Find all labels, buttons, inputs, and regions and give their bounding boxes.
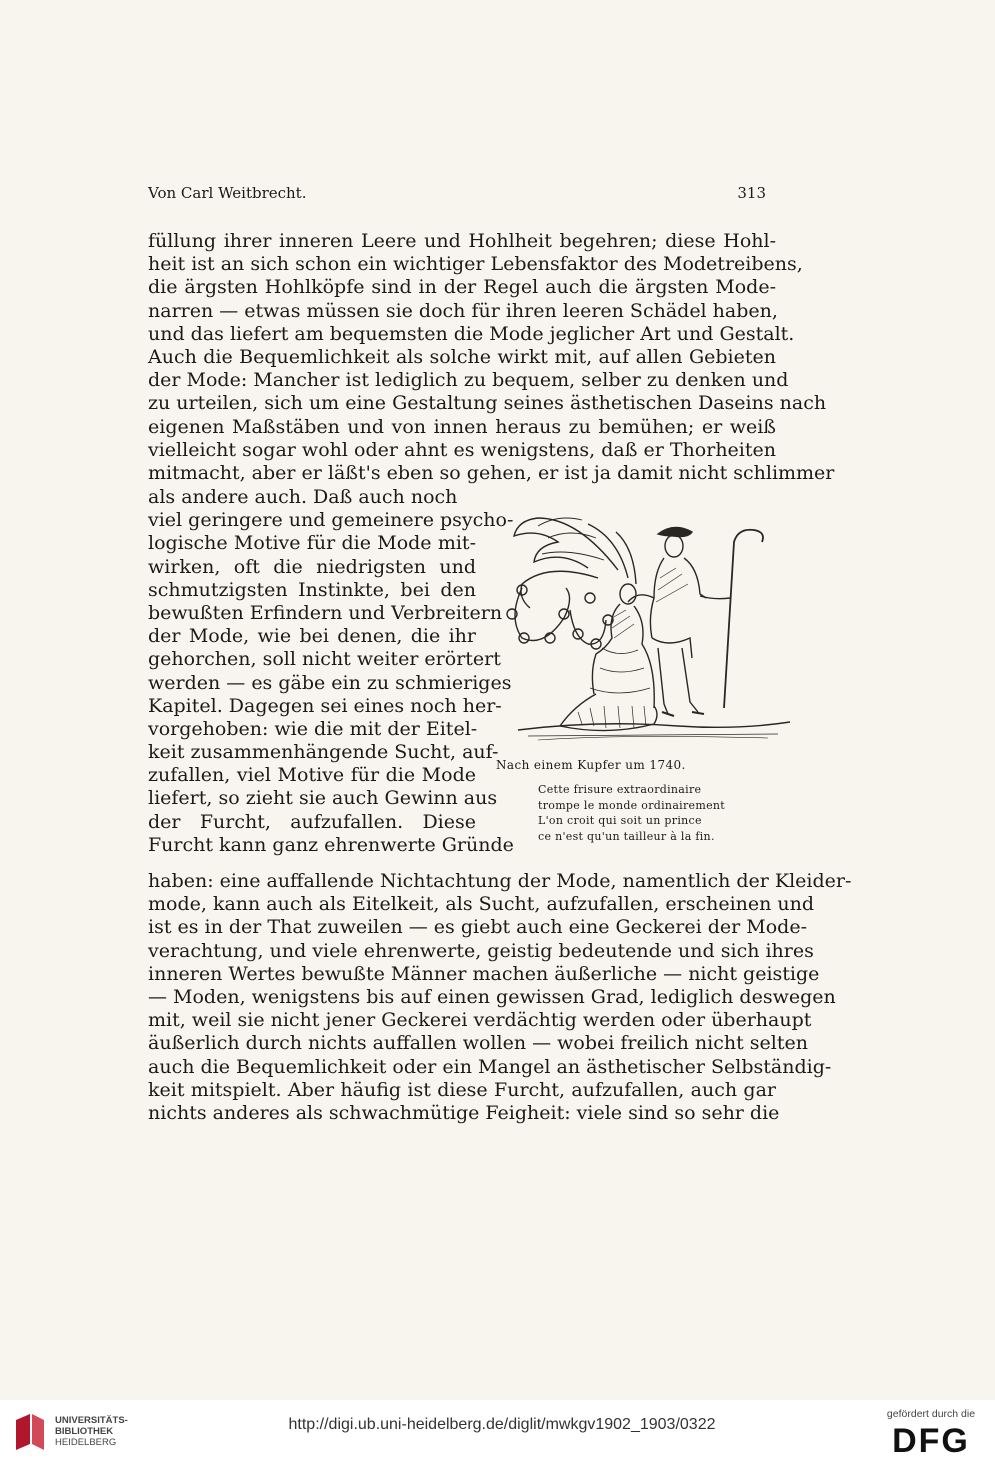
- body-text-beside-figure: [148, 486, 514, 857]
- text-line: die ärgsten Hohlköpfe sind in der Regel auch die ärgsten Mode-: [148, 276, 776, 299]
- text-line: gehorchen, soll nicht weiter erörtert: [148, 648, 501, 671]
- funder-caption: gefördert durch die: [886, 1408, 976, 1420]
- text-line: und das liefert am bequemsten die Mode jeglicher Art und Gestalt.: [148, 322, 795, 345]
- text-line: nichts anderes als schwachmütige Feigheit: viele sind so sehr die: [148, 1101, 780, 1124]
- text-line: mit, weil sie nicht jener Geckerei verdächtig werden oder überhaupt: [148, 1009, 812, 1032]
- text-line: liefert, so zieht sie auch Gewinn aus: [148, 787, 498, 810]
- text-line: keit mitspielt. Aber häufig ist diese Furcht, aufzufallen, auch gar: [148, 1078, 776, 1101]
- figure-verse: [538, 782, 768, 844]
- text-line: haben: eine auffallende Nichtachtung der Mode, namentlich der Kleider-: [148, 870, 852, 892]
- text-line: zufallen, viel Motive für die Mode: [148, 764, 476, 787]
- text-line: zu urteilen, sich um eine Gestaltung seines ästhetischen Daseins nach: [148, 392, 827, 415]
- text-line: — Moden, wenigstens bis auf einen gewissen Grad, lediglich deswegen: [148, 985, 836, 1008]
- text-line: verachtung, und viele ehrenwerte, geistig bedeutende und sich ihres: [148, 939, 814, 962]
- text-line: narren — etwas müssen sie doch für ihren leeren Schädel haben,: [148, 299, 778, 322]
- text-line: heit ist an sich schon ein wichtiger Lebensfaktor des Modetreibens,: [148, 253, 803, 276]
- dfg-funder-logo[interactable]: [879, 1408, 983, 1464]
- text-line: als andere auch. Daß auch noch: [148, 486, 458, 508]
- verse-line: trompe le monde ordinairement: [538, 798, 726, 812]
- text-line: äußerlich durch nichts auffallen wollen — wobei freilich nicht selten: [148, 1032, 808, 1055]
- verse-line: L'on croit qui soit un prince: [538, 814, 702, 827]
- funder-name: DFG: [892, 1422, 970, 1460]
- text-line: vorgehoben: wie die mit der Eitel-: [148, 717, 478, 740]
- page-number: 313: [737, 184, 766, 202]
- text-line: Furcht kann ganz ehrenwerte Gründe: [148, 833, 514, 856]
- viewer-footer: [0, 1400, 995, 1470]
- figure-caption: Nach einem Kupfer um 1740.: [496, 758, 686, 772]
- library-name-line: HEIDELBERG: [55, 1437, 117, 1448]
- running-head-author: Von Carl Weitbrecht.: [148, 184, 307, 202]
- text-line: inneren Wertes bewußte Männer machen äußerliche — nicht geistige: [148, 962, 820, 985]
- text-line: viel geringere und gemeinere psycho-: [148, 509, 514, 532]
- text-line: logische Motive für die Mode mit-: [148, 532, 476, 555]
- text-line: der Mode, wie bei denen, die ihr: [148, 625, 476, 648]
- text-line: mitmacht, aber er läßt's eben so gehen, er ist ja damit nicht schlimmer: [148, 461, 835, 484]
- university-library-logo[interactable]: [10, 1410, 140, 1454]
- library-name-line: UNIVERSITÄTS-: [55, 1415, 128, 1426]
- text-line: keit zusammenhängende Sucht, auf-: [148, 741, 499, 764]
- library-name: [55, 1415, 128, 1448]
- library-emblem-icon: [10, 1410, 50, 1454]
- text-line: der Mode: Mancher ist lediglich zu bequem, selber zu denken und: [148, 369, 789, 392]
- body-text-top: [148, 230, 835, 485]
- text-line: bewußten Erfindern und Verbreitern: [148, 601, 503, 624]
- text-line: mode, kann auch als Eitelkeit, als Sucht, aufzufallen, erscheinen und: [148, 893, 815, 916]
- engraving-illustration: [478, 498, 790, 750]
- verse-line: Cette frisure extraordinaire: [538, 783, 702, 796]
- text-line: Auch die Bequemlichkeit als solche wirkt mit, auf allen Gebieten: [148, 345, 776, 368]
- permalink-url[interactable]: http://digi.ub.uni-heidelberg.de/diglit/mwkgv1902_1903/0322: [288, 1416, 716, 1433]
- text-line: schmutzigsten Instinkte, bei den: [148, 578, 476, 601]
- text-line: werden — es gäbe ein zu schmieriges: [148, 671, 512, 694]
- text-line: Kapitel. Dagegen sei eines noch her-: [148, 694, 502, 717]
- running-head: [148, 184, 766, 208]
- engraving-figure-drawing: [478, 498, 790, 750]
- text-line: füllung ihrer inneren Leere und Hohlheit begehren; diese Hohl-: [148, 230, 776, 252]
- verse-line: ce n'est qu'un tailleur à la fin.: [538, 829, 715, 843]
- text-line: eigenen Maßstäben und von innen heraus zu bemühen; er weiß: [148, 415, 776, 438]
- text-line: der Furcht, aufzufallen. Diese: [148, 810, 476, 833]
- text-line: auch die Bequemlichkeit oder ein Mangel an ästhetischer Selbständig-: [148, 1055, 832, 1078]
- body-text-bottom: [148, 870, 852, 1125]
- text-line: vielleicht sogar wohl oder ahnt es wenigstens, daß er Thorheiten: [148, 438, 776, 461]
- library-name-line: BIBLIOTHEK: [55, 1426, 114, 1437]
- text-line: ist es in der That zuweilen — es giebt auch eine Geckerei der Mode-: [148, 916, 807, 939]
- text-line: wirken, oft die niedrigsten und: [148, 555, 476, 578]
